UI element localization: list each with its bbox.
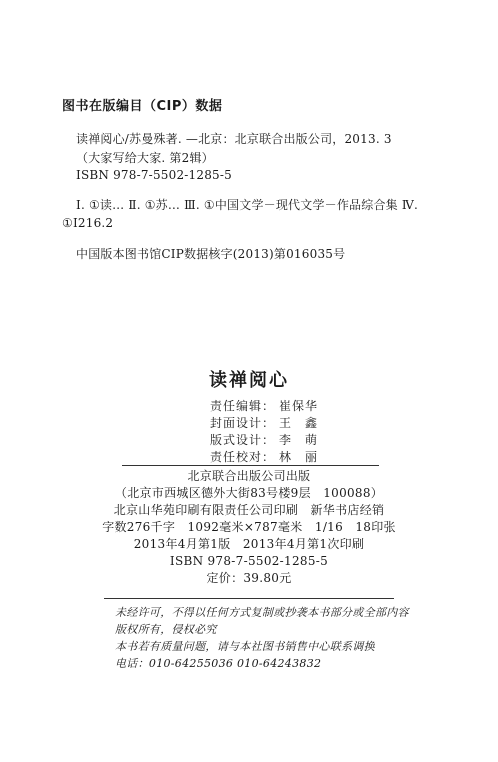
credit-label: 封面设计： <box>209 416 275 430</box>
credit-name: 崔保华 <box>279 399 319 413</box>
credits-list <box>205 398 355 466</box>
publisher-line: 北京联合出版公司出版 <box>187 469 311 483</box>
notice-quality-line: 本书若有质量问题，请与本社图书销售中心联系调换 <box>115 640 375 653</box>
cip-classification-line: ①I216.2 <box>62 216 114 230</box>
notice-reproduction-line: 未经许可，不得以任何方式复制或抄袭本书部分或全部内容 <box>115 606 409 619</box>
cip-series-line: （大家写给大家. 第2辑） <box>76 151 214 165</box>
credit-label: 责任校对： <box>209 450 275 464</box>
isbn-line: ISBN 978-7-5502-1285-5 <box>169 554 329 568</box>
book-title: 读禅阅心 <box>209 370 289 391</box>
credit-row-layout-design <box>205 432 355 449</box>
credit-name: 林 丽 <box>279 450 319 464</box>
publication-block <box>0 468 498 587</box>
notice-phone-line: 电话：010-64255036 010-64243832 <box>115 657 322 670</box>
credit-row-cover-design <box>205 415 355 432</box>
credit-row-proofreader <box>205 449 355 466</box>
specs-line: 字数276千字 1092毫米×787毫米 1/16 18印张 <box>102 520 396 534</box>
cip-bibliographic-line: 读禅阅心/苏曼殊著. —北京：北京联合出版公司，2013. 3 <box>76 132 392 146</box>
notice-block <box>115 604 409 672</box>
price-line: 定价：39.80元 <box>206 571 292 585</box>
cip-record-number-line: 中国版本图书馆CIP数据核字(2013)第016035号 <box>76 247 346 261</box>
credit-name: 李 萌 <box>279 433 319 447</box>
printer-line: 北京山华苑印刷有限责任公司印刷 新华书店经销 <box>113 503 385 517</box>
divider-top <box>122 465 379 466</box>
cip-isbn-line: ISBN 978-7-5502-1285-5 <box>76 168 232 182</box>
address-line: （北京市西城区德外大街83号楼9层 100088） <box>114 486 384 500</box>
credit-label: 版式设计： <box>209 433 275 447</box>
credit-row-editor <box>205 398 355 415</box>
credit-name: 王 鑫 <box>279 416 319 430</box>
divider-bottom <box>104 598 394 599</box>
credit-label: 责任编辑： <box>209 399 275 413</box>
edition-line: 2013年4月第1版 2013年4月第1次印刷 <box>133 537 365 551</box>
cip-heading: 图书在版编目（CIP）数据 <box>62 99 223 114</box>
cip-subject-line: Ⅰ. ①读… Ⅱ. ①苏… Ⅲ. ①中国文学－现代文学－作品综合集 Ⅳ. <box>76 198 419 212</box>
notice-copyright-line: 版权所有，侵权必究 <box>115 623 217 636</box>
